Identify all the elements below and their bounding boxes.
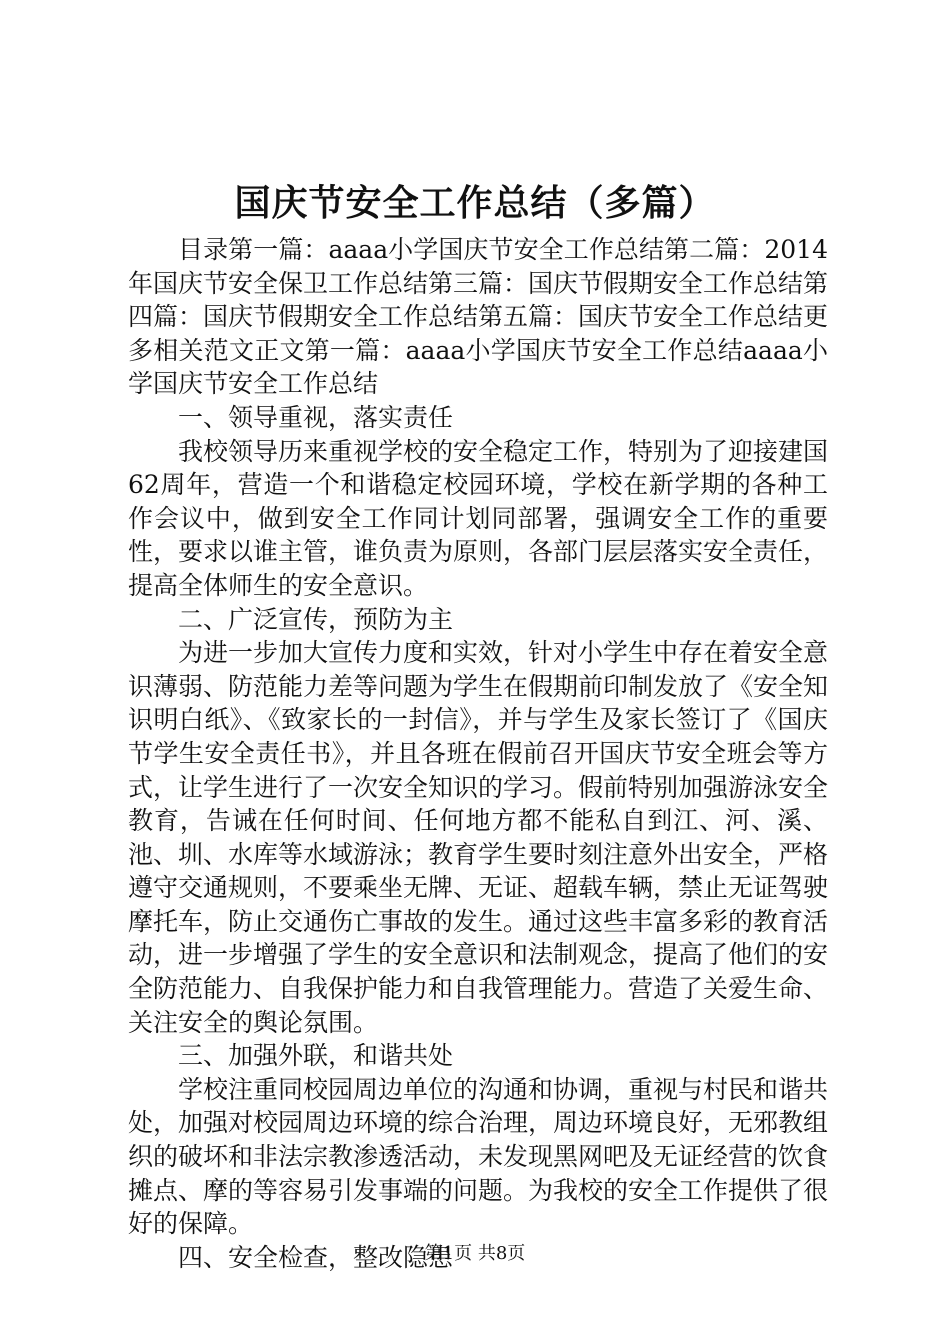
document-body [128,233,828,1274]
document-title: 国庆节安全工作总结（多篇） [234,183,716,224]
heading-section-2: 二、广泛宣传，预防为主 [178,604,454,634]
heading-section-3: 三、加强外联，和谐共处 [178,1041,454,1071]
heading-section-4: 四、安全检查，整改隐患 [178,1242,454,1272]
heading-section-1: 一、领导重视，落实责任 [178,402,454,432]
paragraph-toc: 目录第一篇：aaaa小学国庆节安全工作总结第二篇：2014年国庆节安全保卫工作总结第三篇：国庆节假期安全工作总结第四篇：国庆节假期安全工作总结第五篇：国庆节安全工作总结更多相关范文正文第一篇：aaaa小学国庆节安全工作总结aaaa小学国庆节安全工作总结 [128,235,829,399]
page-number-footer: 第1页 共8页 [424,1243,526,1264]
paragraph-section-3: 学校注重同校园周边单位的沟通和协调，重视与村民和谐共处，加强对校园周边环境的综合治理，周边环境良好，无邪教组织的破坏和非法宗教渗透活动，未发现黑网吧及无证经营的饮食摊点、摩的等容易引发事端的问题。为我校的安全工作提供了很好的保障。 [128,1074,829,1239]
paragraph-section-1: 我校领导历来重视学校的安全稳定工作，特别为了迎接建国62周年，营造一个和谐稳定校园环境，学校在新学期的各种工作会议中，做到安全工作同计划同部署，强调安全工作的重要性，要求以谁主管，谁负责为原则，各部门层层落实安全责任，提高全体师生的安全意识。 [128,436,829,600]
paragraph-section-2: 为进一步加大宣传力度和实效，针对小学生中存在着安全意识薄弱、防范能力差等问题为学生在假期前印制发放了《安全知识明白纸》、《致家长的一封信》，并与学生及家长签订了《国庆节学生安全责任书》，并且各班在假前召开国庆节安全班会等方式，让学生进行了一次安全知识的学习。假前特别加强游泳安全教育，告诫在任何时间、任何地方都不能私自到江、河、溪、池、圳、水库等水域游泳；教育学生要时刻注意外出安全，严格遵守交通规则，不要乘坐无牌、无证、超载车辆，禁止无证驾驶摩托车，防止交通伤亡事故的发生。通过这些丰富多彩的教育活动，进一步增强了学生的安全意识和法制观念，提高了他们的安全防范能力、自我保护能力和自我管理能力。营造了关爱生命、关注安全的舆论氛围。 [128,638,829,1037]
